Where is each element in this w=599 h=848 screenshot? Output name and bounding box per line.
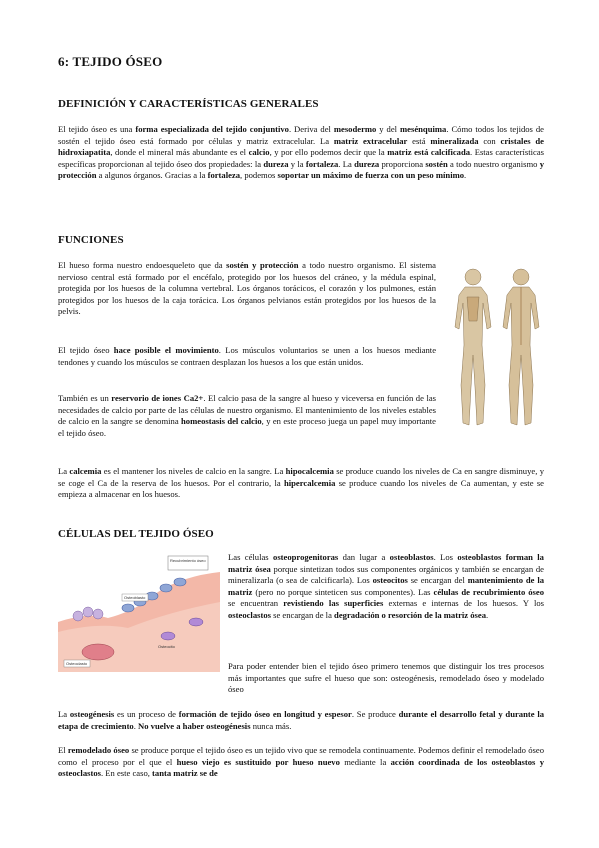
- text-run: y la: [288, 158, 306, 169]
- text-run: se produce cuando los niveles de Ca en sangre disminuye, y se coge el Ca de la reserva de los huesos. Por el contrario, la: [58, 466, 544, 488]
- text-run: durante el desarrollo fetal y durante la etapa de crecimiento: [58, 709, 545, 731]
- text-run: El: [58, 745, 68, 755]
- text-run: a todo nuestro organismo. El sistema nervioso central está formado por el encéfalo, protegido por los huesos del cráneo, y la médula espinal, protegida por los huesos de la columna vertebral. Los órganos torácicos, el corazón y los pulmones, están protegidos por los huesos de la caja torácica. Los órganos pelvianos están protegidos por los huesos de la pelvis.: [58, 260, 436, 316]
- text-run: . Se produce: [351, 709, 399, 719]
- text-run: .: [133, 720, 139, 731]
- text-run: Las células: [228, 552, 274, 562]
- text-run: .: [486, 609, 489, 620]
- text-run: es un proceso de: [114, 709, 179, 719]
- text-run: El hueso forma nuestro endoesqueleto que da: [58, 260, 227, 270]
- text-run: y protección: [58, 158, 544, 180]
- text-run: , y por ello podemos decir que la: [269, 147, 388, 157]
- paragraph-movimiento: [58, 345, 436, 368]
- text-run: osteogénesis: [69, 709, 115, 719]
- text-run: osteocitos: [372, 575, 408, 585]
- label-osteoclasto: Osteoclasto: [66, 661, 88, 666]
- text-run: fortaleza: [305, 158, 339, 169]
- text-run: hipocalcemia: [285, 466, 334, 476]
- text-run: , donde el mineral más abundante es el: [110, 147, 249, 157]
- text-run: formación de tejido óseo en longitud y espesor: [178, 709, 352, 719]
- heading-celulas: CÉLULAS DEL TEJIDO ÓSEO: [58, 528, 214, 540]
- text-run: , podemos: [240, 170, 278, 180]
- back-figure: [503, 269, 539, 425]
- text-run: . Deriva del: [288, 124, 334, 134]
- text-run: hueso viejo es sustituido por hueso nuevo: [176, 756, 340, 767]
- text-run: mesénquima: [400, 124, 447, 134]
- text-run: porque sintetizan todos sus componentes orgánicos y también se encargan de mineralizarla (o sea de calcificarla). Los: [228, 563, 544, 585]
- text-run: (pero no porque sinteticen sus componentes). Las: [252, 586, 434, 597]
- text-run: hipercalcemia: [283, 477, 336, 488]
- text-run: dureza: [354, 158, 380, 169]
- text-run: forma especializada del tejido conjuntivo: [135, 124, 289, 134]
- text-run: es el mantener los niveles de calcio en la sangre. La: [101, 466, 286, 476]
- text-run: proporciona: [379, 158, 426, 169]
- paragraph-reservorio: [58, 393, 436, 439]
- text-run: . La: [338, 158, 355, 169]
- text-run: sostén y protección: [226, 260, 299, 270]
- text-run: acción coordinada de los osteoblastos y osteoclastos: [58, 756, 544, 778]
- text-run: mediante la: [339, 756, 391, 767]
- heading-funciones: FUNCIONES: [58, 234, 124, 246]
- text-run: osteoblastos forman la matriz ósea: [228, 552, 544, 574]
- text-run: osteoblastos: [389, 552, 434, 562]
- text-run: . Estas características específicas proporcionan al tejido óseo dos propiedades: la: [58, 147, 545, 169]
- text-run: matriz está calcificada: [387, 147, 471, 157]
- skeleton-muscle-figure: [447, 265, 547, 437]
- front-figure: [455, 269, 491, 425]
- text-run: externas e internas de los huesos. Y los: [383, 598, 544, 608]
- text-run: osteoprogenitoras: [273, 552, 339, 562]
- text-run: Para poder entender bien el tejido óseo primero tenemos que distinguir los tres procesos más importantes que sufre el hueso que son: osteogénesis, remodelado óseo y modelado óseo: [228, 661, 544, 694]
- text-run: mineralizada: [430, 135, 479, 146]
- label-osteocito: Osteocito: [158, 644, 175, 649]
- text-run: fortaleza: [207, 170, 241, 180]
- text-run: También es un: [58, 393, 112, 403]
- text-run: se produce porque el tejido óseo es un tejido vivo que se remodela continuamente. Podemos definir el remodelado óseo como el proceso por el que el: [58, 745, 544, 767]
- text-run: se encuentran: [228, 598, 284, 608]
- text-run: El tejido óseo: [58, 345, 114, 355]
- text-run: homeostasis del calcio: [181, 416, 262, 426]
- text-run: , y en este proceso juega un papel muy importante el tejido óseo.: [58, 416, 436, 438]
- text-run: sostén: [425, 158, 448, 169]
- text-run: . En este caso,: [100, 768, 153, 778]
- text-run: nunca más.: [250, 720, 292, 731]
- text-run: La: [58, 466, 70, 476]
- text-run: con: [478, 135, 501, 146]
- label-osteoblasto: Osteoblasto: [124, 595, 146, 600]
- text-run: .: [464, 170, 467, 180]
- text-run: células de recubrimiento óseo: [433, 586, 544, 597]
- text-run: cristales de hidroxiapatita: [58, 135, 544, 157]
- text-run: soportar un máximo de fuerza con un peso mínimo: [277, 170, 465, 180]
- text-run: calcemia: [69, 466, 102, 476]
- text-run: dan lugar a: [338, 552, 390, 562]
- text-run: . Los: [433, 552, 458, 562]
- text-run: calcio: [248, 147, 270, 157]
- paragraph-calcemia: [58, 466, 544, 501]
- paragraph-sosten: [58, 260, 436, 318]
- text-run: No vuelve a haber osteogénesis: [138, 720, 251, 731]
- text-run: matriz extracelular: [333, 135, 408, 146]
- text-run: dureza: [263, 158, 289, 169]
- bone-cells-figure: [58, 552, 220, 672]
- text-run: se encargan de la: [270, 609, 335, 620]
- text-run: tanta matriz se de: [152, 768, 218, 778]
- text-run: . El calcio pasa de la sangre al hueso y viceversa en función de las necesidades de calcio por parte de las células de nuestro organismo. El mantenimiento de los niveles estables de calcio en la sangre se denomina: [58, 393, 436, 426]
- text-run: hace posible el movimiento: [113, 345, 219, 355]
- text-run: El tejido óseo es una: [58, 124, 136, 134]
- text-run: . Los músculos voluntarios se unen a los huesos mediante tendones y cuando los músculos se contraen desplazan los huesos a los que están unidos.: [58, 345, 437, 367]
- paragraph-procesos: [228, 661, 544, 696]
- text-run: osteoclastos: [228, 609, 271, 620]
- text-run: revistiendo las superficies: [283, 598, 384, 608]
- paragraph-osteogenesis: [58, 709, 544, 732]
- text-run: mesodermo: [333, 124, 377, 134]
- text-run: a todo nuestro organismo: [447, 158, 540, 169]
- text-run: y del: [376, 124, 401, 134]
- text-run: a algunos órganos. Gracias a la: [96, 170, 208, 180]
- text-run: remodelado óseo: [67, 745, 130, 755]
- text-run: mantenimiento de la matriz: [228, 575, 545, 597]
- text-run: está: [407, 135, 431, 146]
- text-run: se encargan del: [407, 575, 468, 585]
- text-run: La: [58, 709, 70, 719]
- page-title: 6: TEJIDO ÓSEO: [58, 54, 163, 69]
- text-run: reservorio de iones Ca2+: [111, 393, 204, 403]
- text-run: degradación o resorción de la matriz ósea: [334, 609, 487, 620]
- paragraph-remodelado: [58, 745, 544, 780]
- text-run: se produce cuando los niveles de Ca aumentan, y este se empieza a almacenar en los huesos.: [58, 477, 544, 499]
- paragraph-definicion: [58, 124, 544, 182]
- paragraph-celulas: [228, 552, 544, 621]
- text-run: . Cómo todos los tejidos de sostén el tejido óseo está formado por células y matriz extracelular. La: [58, 124, 544, 146]
- label-recubrimiento: Recubrimiento óseo: [170, 558, 206, 563]
- heading-definicion: DEFINICIÓN Y CARACTERÍSTICAS GENERALES: [58, 98, 319, 110]
